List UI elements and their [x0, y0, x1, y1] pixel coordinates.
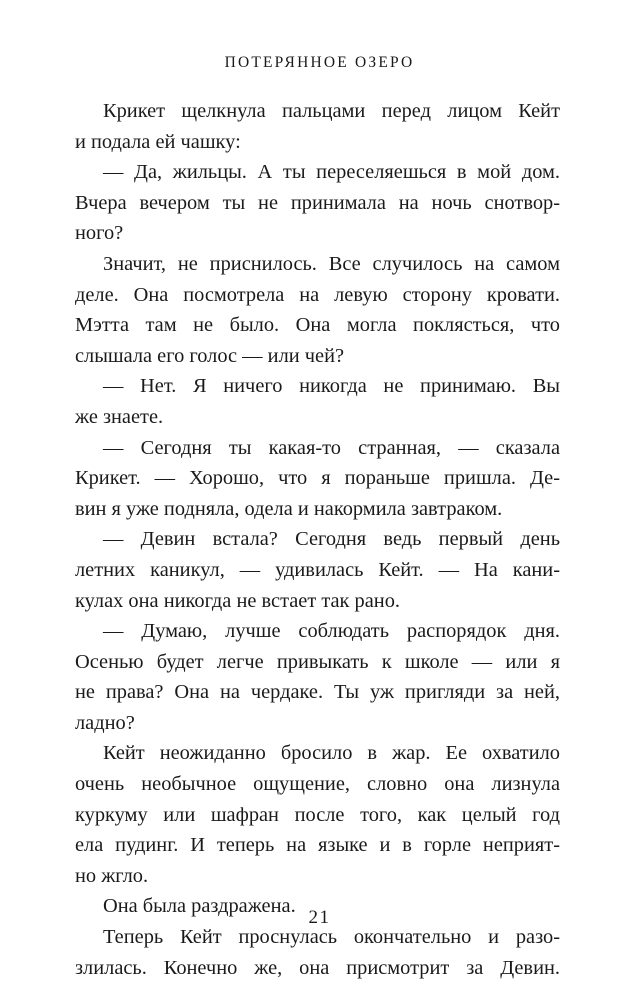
- text-line: Она была раздражена.: [103, 895, 296, 918]
- text-line: деле. Она посмотрела на левую сторону кровати.: [75, 283, 560, 306]
- text-line: Теперь Кейт проснулась окончательно и разо-: [103, 926, 560, 949]
- text-line: злилась. Конечно же, она присмотрит за Девин.: [75, 956, 560, 979]
- running-head: ПОТЕРЯННОЕ ОЗЕРО: [224, 54, 415, 71]
- text-line: слышала его голос — или чей?: [75, 344, 345, 367]
- text-line: — Да, жильцы. А ты переселяешься в мой дом.: [103, 161, 560, 184]
- page-number: 21: [308, 907, 331, 928]
- text-line: — Девин встала? Сегодня ведь первый день: [103, 528, 560, 551]
- text-line: Кейт неожиданно бросило в жар. Ее охватило: [103, 742, 560, 765]
- text-line: куркуму или шафран после того, как целый год: [75, 803, 560, 826]
- text-line: же знаете.: [75, 405, 164, 428]
- text-line: Осенью будет легче привыкать к школе — или я: [75, 650, 560, 673]
- text-line: кулах она никогда не встает так рано.: [75, 589, 401, 612]
- text-line: Крикет. — Хорошо, что я пораньше пришла. Де-: [75, 467, 560, 490]
- body-text: [75, 96, 560, 983]
- text-line: очень необычное ощущение, словно она лизнула: [75, 773, 560, 796]
- text-line: Крикет щелкнула пальцами перед лицом Кейт: [103, 100, 560, 122]
- text-line: ела пудинг. И теперь на языке и в горле неприят-: [75, 834, 560, 857]
- text-line: но жгло.: [75, 864, 149, 887]
- text-line: Значит, не приснилось. Все случилось на самом: [103, 252, 560, 275]
- text-line: и подала ей чашку:: [75, 130, 241, 153]
- text-line: Мэтта там не было. Она могла поклясться, что: [75, 314, 560, 337]
- text-line: — Думаю, лучше соблюдать распорядок дня.: [103, 620, 560, 643]
- text-line: летних каникул, — удивилась Кейт. — На кани-: [75, 558, 560, 581]
- text-line: — Сегодня ты какая-то странная, — сказала: [103, 436, 560, 459]
- text-line: не права? Она на чердаке. Ты уж пригляди за ней,: [75, 681, 560, 704]
- text-line: Вчера вечером ты не принимала на ночь снотвор-: [75, 191, 560, 214]
- text-line: — Нет. Я ничего никогда не принимаю. Вы: [103, 375, 560, 398]
- text-line: вин я уже подняла, одела и накормила завтраком.: [75, 497, 503, 520]
- text-line: ного?: [75, 222, 124, 245]
- text-line: ладно?: [75, 711, 135, 734]
